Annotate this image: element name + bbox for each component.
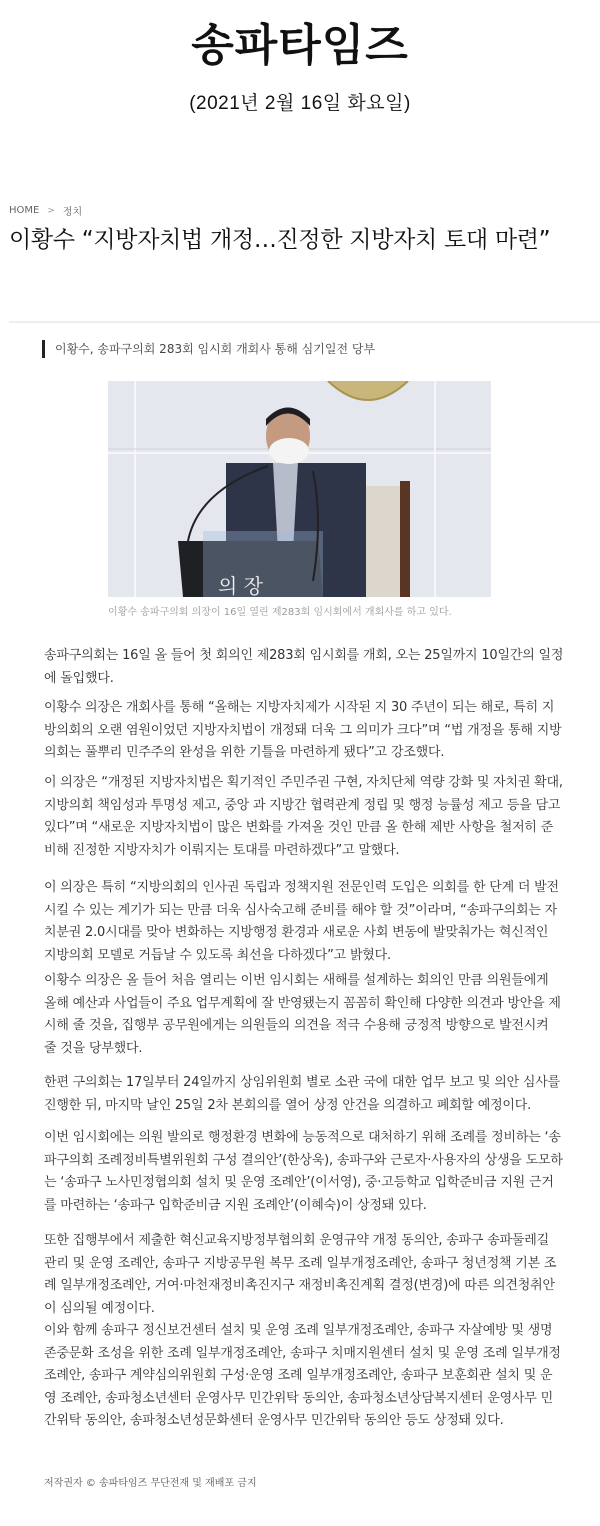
council-chair-photo: [108, 381, 491, 597]
breadcrumb-section[interactable]: 정치: [62, 207, 83, 218]
site-logo[interactable]: 송파타임즈: [191, 20, 409, 71]
article-photo[interactable]: [108, 381, 491, 597]
divider: [9, 321, 600, 323]
photo-caption: 이황수 송파구의회 의장이 16일 열린 제283회 임시회에서 개회사를 하고 있다.: [108, 607, 452, 618]
article-paragraph: 이번 임시회에는 의원 발의로 행정환경 변화에 능동적으로 대처하기 위해 조례를 정비하는 ‘송파구의회 조례정비특별위원회 구성 결의안’(한상욱), 송파구와 근로자·사용자의 상생을 도모하는 ‘송파구 노사민정협의회 설치 및 운영 조례안’(이서영), 중·고등학교 입학준비금 지원 근거를 마련하는 ‘송파구 입학준비금 지원 조례안’(이혜숙)이 상정돼 있다.: [44, 1130, 563, 1213]
article-paragraph: 또한 집행부에서 제출한 혁신교육지방정부협의회 운영규약 개정 동의안, 송파구 송파둘레길 관리 및 운영 조례안, 송파구 지방공무원 복무 조례 일부개정조례안, 송파구 청년정책 기본 조례 일부개정조례안, 거여·마천재정비촉진지구 재정비촉진계획 결정(변경)에 따른 의견청취안이 심의될 예정이다.: [44, 1233, 557, 1316]
dateline: (2021년 2월 16일 화요일): [189, 93, 411, 114]
article-headline: 이황수 “지방자치법 개정…진정한 지방자치 토대 마련”: [9, 227, 551, 253]
article-paragraph: 이황수 의장은 올 들어 처음 열리는 이번 임시회는 새해를 설계하는 회의인 만큼 의원들에게 올해 예산과 사업들이 주요 업무계획에 잘 반영됐는지 꼼꼼히 확인해 다양한 의견과 방안을 제시해 줄 것을, 집행부 공무원에게는 의원들의 의견을 적극 수용해 긍정적 방향으로 발전시켜 줄 것을 당부했다.: [44, 973, 561, 1056]
article-paragraph: 이황수 의장은 개회사를 통해 “올해는 지방자치제가 시작된 지 30 주년이 되는 해로, 특히 지방의회의 오랜 염원이었던 지방자치법이 개정돼 더욱 그 의미가 크다”며 “법 개정을 통해 지방의회는 풀뿌리 민주주의 완성을 위한 기틀을 마련하게 됐다”고 강조했다.: [44, 700, 562, 760]
article-paragraph: 이와 함께 송파구 정신보건센터 설치 및 운영 조례 일부개정조례안, 송파구 자살예방 및 생명존중문화 조성을 위한 조례 일부개정조례안, 송파구 치매지원센터 설치 및 운영 조례 일부개정조례안, 송파구 계약심의위원회 구성·운영 조례 일부개정조례안, 송파구 보훈회관 설치 및 운영 조례안, 송파청소년센터 운영사무 민간위탁 동의안, 송파청소년상담복지센터 운영사무 민간위탁 동의안, 송파청소년성문화센터 운영사무 민간위탁 동의안 등도 상정돼 있다.: [44, 1323, 561, 1428]
breadcrumb: [9, 203, 82, 218]
article-paragraph: 한편 구의회는 17일부터 24일까지 상임위원회 별로 소관 국에 대한 업무 보고 및 의안 심사를 진행한 뒤, 마지막 날인 25일 2차 본회의를 열어 상정 안건을 의결하고 폐회할 예정이다.: [44, 1075, 560, 1113]
masthead: [0, 18, 600, 74]
article-paragraph: 송파구의회는 16일 올 들어 첫 회의인 제283회 임시회를 개회, 오는 25일까지 10일간의 일정에 돌입했다.: [44, 648, 564, 686]
chevron-right-icon: >: [47, 205, 55, 216]
breadcrumb-home[interactable]: HOME: [9, 205, 40, 216]
article-subheadline: 이황수, 송파구의회 283회 임시회 개회사 통해 심기일전 당부: [42, 340, 375, 358]
article-paragraph: 이 의장은 특히 “지방의회의 인사권 독립과 정책지원 전문인력 도입은 의회를 한 단계 더 발전시킬 수 있는 계기가 되는 만큼 더욱 심사숙고해 준비를 해야 할 것”이라며, “송파구의회는 자치분권 2.0시대를 맞아 변화하는 지방행정 환경과 새로운 사회 변동에 발맞춰가는 혁신적인 지방의회 모델로 거듭날 수 있도록 최선을 다하겠다”고 밝혔다.: [44, 880, 559, 963]
podium-label: 의 장: [218, 574, 263, 597]
article-paragraph: 이 의장은 “개정된 지방자치법은 획기적인 주민주권 구현, 자치단체 역량 강화 및 자치권 확대, 지방의회 책임성과 투명성 제고, 중앙 과 지방간 협력관계 정립 및 행정 능률성 제고 등을 담고 있다”며 “새로운 지방자치법이 많은 변화를 가져올 것인 만큼 올 한해 제반 사항을 철저히 준비해 진정한 지방자치가 이뤄지는 토대를 마련하겠다”고 말했다.: [44, 775, 563, 858]
copyright-notice: 저작권자 © 송파타임즈 무단전재 및 재배포 금지: [44, 1478, 257, 1489]
